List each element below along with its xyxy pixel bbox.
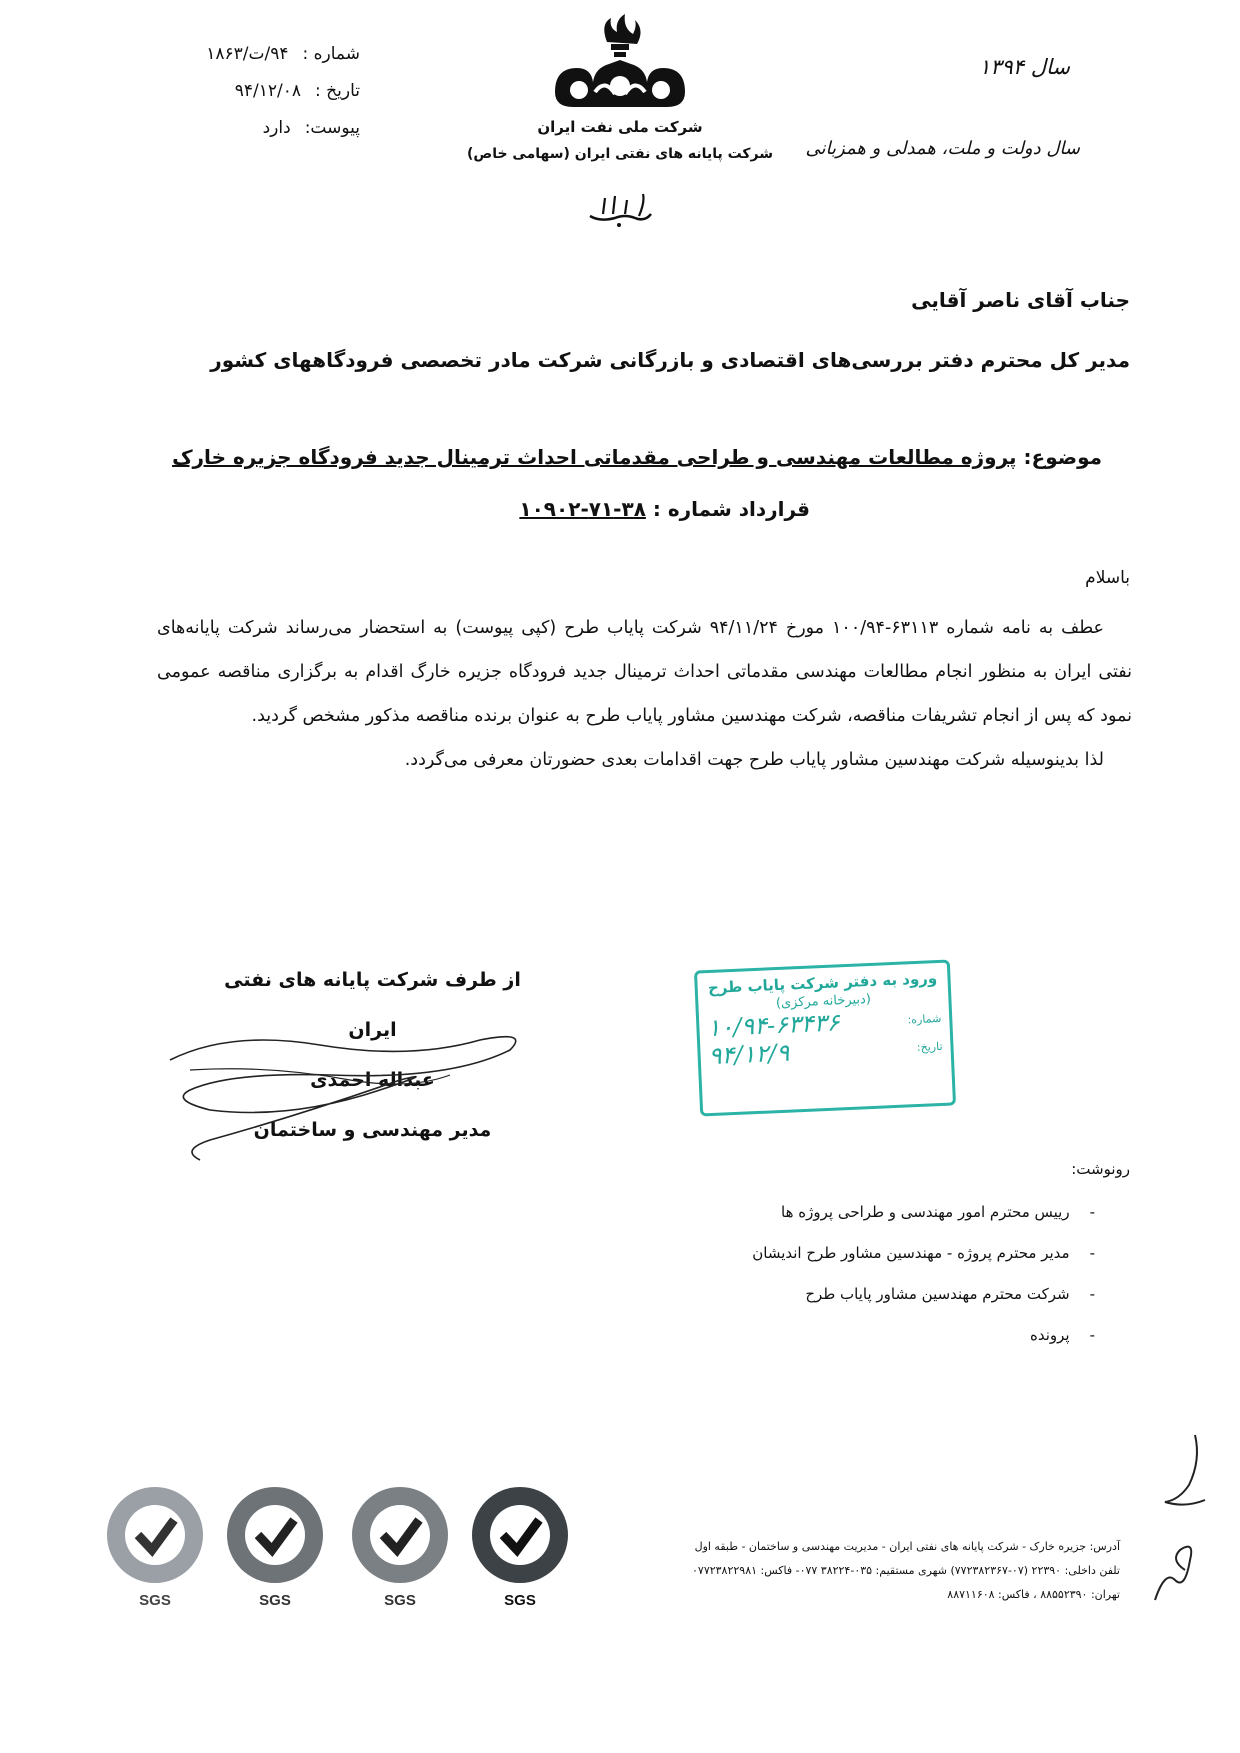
basmala-calligraphy-icon [585,188,655,228]
letter-date-row [150,73,360,110]
dash-icon: - [1089,1326,1095,1344]
signature-org: از طرف شرکت پایانه های نفتی ایران [224,969,521,1041]
contract-line [519,497,810,521]
stamp-number-value: ۱۰/۹۴-۶۳۴۳۶ [706,1008,841,1043]
sgs-label: SGS [504,1592,536,1609]
cc-item-text: رییس محترم امور مهندسی و طراحی پروژه ها [781,1203,1070,1221]
footer-phones: تلفن داخلی: ۲۲۳۹۰ (۰۷-۷۷۲۳۸۲۳۶۷) شهری مستقیم: ۰۳۵-۳۸۲۲۴ ۰۷۷- فاکس: ۰۷۷۲۳۸۲۲۹۸۱ [692,1564,1120,1577]
cc-item [752,1233,1095,1274]
company-line-2: شرکت پایانه های نفتی ایران (سهامی خاص) [466,146,774,162]
subject-label: موضوع: [1023,445,1102,469]
year-label: سال ۱۳۹۴ [978,55,1070,79]
dash-icon: - [1089,1203,1095,1221]
stamp-date-value: ۹۴/۱۲/۹ [708,1038,790,1071]
sgs-badge-icon [107,1487,203,1609]
subject-line [172,445,1102,469]
cc-list [752,1192,1095,1356]
margin-initials-icon [1145,1430,1215,1610]
letter-attachment-value: دارد [262,118,291,138]
signature-title: مدیر مهندسی و ساختمان [253,1119,492,1141]
footer-contact [620,1535,1120,1607]
body-paragraph-1: عطف به نامه شماره ۶۳۱۱۳-۱۰۰/۹۴ مورخ ۹۴/۱۱/۲۴ شرکت پایاب طرح (کپی پیوست) به استحضار می‌رساند شرکت پایانه‌های نفتی ایران به منظور انجام مطالعات مهندسی مقدماتی احداث ترمینال جدید فرودگاه جزیره خارگ اقدام به برگزاری مناقصه عمومی نمود که پس از انجام تشریفات مناقصه، شرکت مهندسین مشاور پایاب طرح به عنوان برنده مناقصه مذکور مشخص گردید. [157,618,1132,726]
letter-number-value: ۹۴/ت/۱۸۶۳ [206,44,289,64]
stamp-date-label: تاریخ: [916,1039,943,1054]
letter-number-label: شماره : [302,44,360,64]
sgs-label: SGS [139,1592,171,1609]
contract-number: ۳۸-۷۱-۱۰۹۰۲ [519,497,646,521]
addressee-title: مدیر کل محترم دفتر بررسی‌های اقتصادی و بازرگانی شرکت مادر تخصصی فرودگاههای کشور [210,348,1130,372]
letter-date-value: ۹۴/۱۲/۰۸ [234,81,302,101]
dash-icon: - [1089,1285,1095,1303]
stamp-number-label: شماره: [907,1011,942,1026]
sgs-badge-icon [227,1487,323,1609]
subject-value: پروژه مطالعات مهندسی و طراحی مقدماتی احداث ترمینال جدید فرودگاه جزیره خارک [172,445,1017,469]
letter-date-label: تاریخ : [315,81,360,101]
contract-label: قرارداد شماره : [652,497,810,521]
sgs-badge-icon [352,1487,448,1609]
certification-badges [100,1480,580,1610]
letter-meta [150,36,360,147]
signature-name: عبداله احمدی [310,1069,435,1091]
stamp-title: ورود به دفتر شرکت پایاب طرح [707,969,938,998]
letter-attachment-row [150,110,360,147]
company-line-1: شرکت ملی نفت ایران [537,118,703,136]
cc-item [752,1192,1095,1233]
addressee-name: جناب آقای ناصر آقایی [911,288,1130,312]
footer-address: آدرس: جزیره خارک - شرکت پایانه های نفتی ایران - مدیریت مهندسی و ساختمان - طبقه اول [694,1540,1120,1553]
sgs-label: SGS [259,1592,291,1609]
letter-body [157,606,1132,782]
sgs-badge-icon [472,1487,568,1609]
nioc-logo-icon [545,12,695,112]
cc-item-text: مدیر محترم پروژه - مهندسین مشاور طرح اندیشان [752,1244,1070,1262]
cc-item-text: پرونده [1029,1326,1070,1344]
letter-attachment-label: پیوست: [304,118,360,138]
cc-item-text: شرکت محترم مهندسین مشاور پایاب طرح [805,1285,1070,1303]
cc-item [752,1315,1095,1356]
cc-item [752,1274,1095,1315]
dash-icon: - [1089,1244,1095,1262]
stamp-subtitle: (دبیرخانه مرکزی) [775,991,872,1012]
salutation: باسلام [1085,568,1130,588]
cc-title: رونوشت: [1071,1160,1130,1178]
year-motto: سال دولت و ملت، همدلی و همزبانی [805,138,1080,159]
footer-tehran: تهران: ۸۸۵۵۲۳۹۰ ، فاکس: ۸۸۷۱۱۶۰۸ [947,1588,1120,1601]
body-paragraph-2: لذا بدینوسیله شرکت مهندسین مشاور پایاب طرح جهت اقدامات بعدی حضورتان معرفی می‌گردد. [404,750,1104,770]
received-stamp [694,959,956,1116]
letter-number-row [150,36,360,73]
handwritten-signature-icon [150,1020,550,1180]
sgs-label: SGS [384,1592,416,1609]
company-names [450,118,790,162]
